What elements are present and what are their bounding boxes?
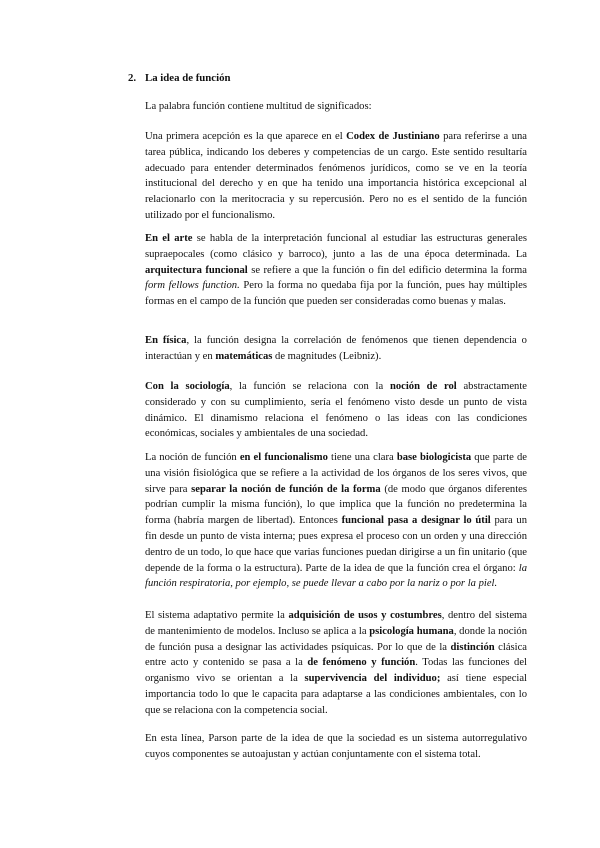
bold-term: matemáticas bbox=[215, 350, 273, 362]
text-run: para referirse a una tarea pública, indicando los deberes y competencias de un cargo. Este sentido resultaría adecuado para entender determinados fenómenos jurídicos, como se ve en la teoría institucional del derecho y en que ha tenido una importancia histórica excepcional al relacionarlo con la meritocracia y su repercusión. Pero no es el sentido de la función utilizado por el funcionalismo. bbox=[145, 131, 527, 221]
paragraph-codex bbox=[145, 129, 527, 224]
text-run: Pero la forma no quedaba fija por la función, pues hay múltiples formas en el campo de la función que pueden ser consideradas como buenas y malas. bbox=[145, 280, 527, 308]
bold-term: adquisición de usos y costumbres bbox=[288, 610, 442, 621]
bold-term: de fenómeno y función bbox=[307, 657, 416, 669]
text-run: abstractamente considerado y con su cumplimiento, sería el fenómeno visto desde un punto de vista dinámico. El dinamismo relaciona el fenómeno o las ideas con las condiciones económicas, sociales y ambientales de una sociedad. bbox=[145, 381, 527, 440]
text-run: que parte de una visión fisiológica que se refiere a la actividad de los órganos de los seres vivos, que sirve para bbox=[145, 452, 527, 495]
text-run: La noción de función bbox=[145, 452, 240, 463]
text-run: El sistema adaptativo permite la bbox=[145, 610, 289, 621]
paragraph-text: En esta línea, Parson parte de la idea de que la sociedad es un sistema autorregulativo cuyos componentes se autoajustan y actúan conjuntamente con el sistema total. bbox=[145, 733, 527, 760]
text-run: se refiere a que la función o fin del edificio determina la forma bbox=[247, 264, 527, 276]
paragraph-text: La palabra función contiene multitud de significados: bbox=[145, 101, 372, 112]
bold-term: distinción bbox=[450, 641, 495, 653]
bold-term: noción de rol bbox=[389, 381, 457, 392]
bold-term: Con la sociología bbox=[145, 381, 230, 392]
paragraph-adaptive-system bbox=[145, 608, 527, 719]
bold-term: psicología humana bbox=[369, 625, 454, 637]
text-run: clásica entre acto y contenido se pasa a la bbox=[145, 641, 527, 669]
paragraph-art bbox=[145, 231, 527, 310]
text-run: así tiene especial importancia todo lo que le capacita para adaptarse a las condiciones ambientales, con lo que se relaciona con la competencia social. bbox=[145, 673, 527, 716]
bold-term: en el funcionalismo bbox=[239, 452, 328, 463]
paragraph-intro bbox=[145, 99, 527, 115]
italic-phrase: form fellows function. bbox=[145, 280, 240, 292]
bold-term: arquitectura funcional bbox=[145, 264, 248, 276]
bold-term: En física bbox=[145, 335, 187, 346]
text-run: se habla de la interpretación funcional al estudiar las estructuras generales supraepocales (como clásico y barroco), junto a las de una época determinada. La bbox=[145, 233, 527, 260]
section-heading bbox=[128, 72, 231, 84]
section-number: 2. bbox=[128, 72, 137, 84]
text-run: , la función se relaciona con la bbox=[229, 381, 390, 392]
text-run: , donde la noción de función pusa a designar las actividades psíquicas. Por lo que de la bbox=[145, 625, 527, 653]
paragraph-parson bbox=[145, 731, 527, 763]
bold-term: funcional pasa a designar lo útil bbox=[341, 515, 491, 527]
text-run: para un fin desde un punto de vista interna; pues expresa el proceso con un orden y una dirección dentro de un todo, lo que hace que varias funciones puedan dirigirse a un fin unitario (que depende de la forma o la estructura). Parte de la idea de que la función crea el órgano: bbox=[145, 515, 527, 574]
bold-term: supervivencia del individuo; bbox=[304, 673, 441, 685]
bold-term: Codex de Justiniano bbox=[346, 131, 440, 142]
bold-term: separar la noción de función de la forma bbox=[191, 483, 381, 495]
text-run: tiene una clara bbox=[327, 452, 397, 463]
text-run: (de modo que órganos diferentes podrían cumplir la misma función), lo que implica que la función no predetermina la forma (habría margen de libertad). Entonces bbox=[145, 483, 528, 527]
text-run: , dentro del sistema de mantenimiento de modelos. Incluso se aplica a la bbox=[145, 610, 527, 637]
paragraph-sociology bbox=[145, 379, 527, 442]
paragraph-functionalism bbox=[145, 450, 527, 592]
text-run: Una primera acepción es la que aparece en el bbox=[145, 131, 347, 142]
italic-phrase: la función respiratoria, por ejemplo, se puede llevar a cabo por la nariz o por la piel. bbox=[145, 562, 527, 590]
text-run: . Todas las funciones del organismo vivo se orientan a la bbox=[145, 657, 527, 685]
section-title: La idea de función bbox=[145, 72, 231, 84]
paragraph-physics bbox=[145, 333, 527, 365]
bold-term: base biologicista bbox=[396, 452, 472, 463]
bold-term: En el arte bbox=[145, 233, 193, 244]
text-run: de magnitudes (Leibniz). bbox=[272, 350, 382, 362]
text-run: , la función designa la correlación de fenómenos que tienen dependencia o interactúan y en bbox=[145, 335, 527, 362]
